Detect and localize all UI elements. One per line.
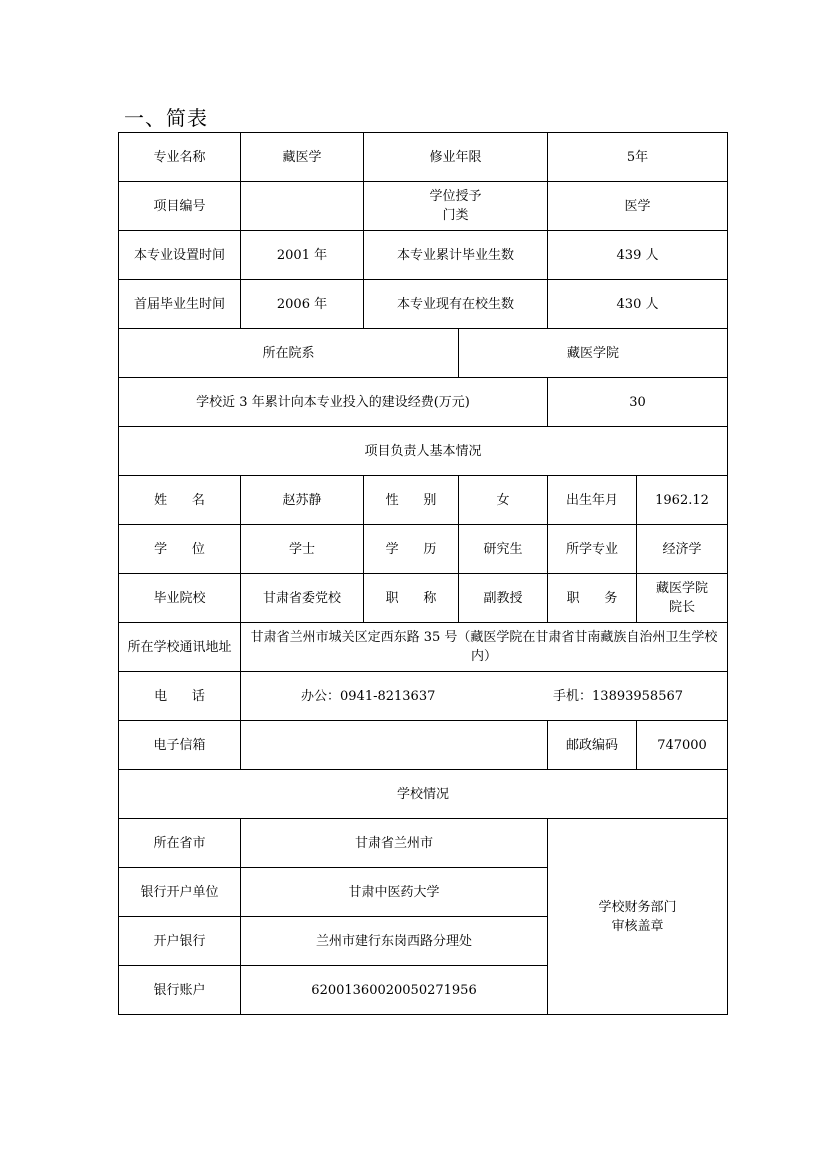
- funding-label: 学校近 3 年累计向本专业投入的建设经费(万元): [119, 378, 548, 427]
- office-phone: 办公：0941-8213637: [301, 688, 436, 704]
- summary-table: [118, 132, 728, 1015]
- project-no-label: 项目编号: [119, 182, 241, 231]
- major-name-label: 专业名称: [119, 133, 241, 182]
- address-label: 所在学校通讯地址: [119, 623, 241, 672]
- table-row: [119, 672, 728, 721]
- school-label: 毕业院校: [119, 574, 241, 623]
- table-row: [119, 133, 728, 182]
- bank-unit-label: 银行开户单位: [119, 868, 241, 917]
- duration-label: 修业年限: [364, 133, 548, 182]
- postcode-label: 邮政编码: [548, 721, 637, 770]
- total-grads-value: 439 人: [548, 231, 728, 280]
- degree-category-label: 学位授予 门类: [364, 182, 548, 231]
- table-row: [119, 378, 728, 427]
- name-label: 姓 名: [119, 476, 241, 525]
- department-label: 所在院系: [119, 329, 459, 378]
- leader-section-title: 项目负责人基本情况: [119, 427, 728, 476]
- major-name-value: 藏医学: [241, 133, 364, 182]
- school-section-title: 学校情况: [119, 770, 728, 819]
- project-no-value: [241, 182, 364, 231]
- section-heading: 一、简表: [124, 106, 208, 130]
- birth-value: 1962.12: [637, 476, 728, 525]
- phone-label: 电 话: [119, 672, 241, 721]
- province-value: 甘肃省兰州市: [241, 819, 548, 868]
- current-students-label: 本专业现有在校生数: [364, 280, 548, 329]
- title-value: 副教授: [459, 574, 548, 623]
- department-value: 藏医学院: [459, 329, 728, 378]
- setup-time-label: 本专业设置时间: [119, 231, 241, 280]
- table-row: [119, 182, 728, 231]
- title-label: 职 称: [364, 574, 459, 623]
- account-value: 62001360020050271956: [241, 966, 548, 1015]
- current-students-value: 430 人: [548, 280, 728, 329]
- first-grad-value: 2006 年: [241, 280, 364, 329]
- major-label: 所学专业: [548, 525, 637, 574]
- table-row: [119, 280, 728, 329]
- address-value: 甘肃省兰州市城关区定西东路 35 号（藏医学院在甘肃省甘南藏族自治州卫生学校内）: [241, 623, 728, 672]
- bank-value: 兰州市建行东岗西路分理处: [241, 917, 548, 966]
- table-row: [119, 476, 728, 525]
- setup-time-value: 2001 年: [241, 231, 364, 280]
- education-value: 研究生: [459, 525, 548, 574]
- duration-value: 5年: [548, 133, 728, 182]
- education-label: 学 历: [364, 525, 459, 574]
- total-grads-label: 本专业累计毕业生数: [364, 231, 548, 280]
- first-grad-label: 首届毕业生时间: [119, 280, 241, 329]
- position-label: 职 务: [548, 574, 637, 623]
- school-value: 甘肃省委党校: [241, 574, 364, 623]
- email-value: [241, 721, 548, 770]
- finance-stamp-cell: 学校财务部门 审核盖章: [548, 819, 728, 1015]
- major-value: 经济学: [637, 525, 728, 574]
- mobile-phone: 手机：13893958567: [553, 688, 684, 704]
- name-value: 赵苏静: [241, 476, 364, 525]
- table-row: [119, 819, 728, 868]
- table-row: [119, 525, 728, 574]
- bank-unit-value: 甘肃中医药大学: [241, 868, 548, 917]
- phone-cell: [241, 672, 728, 721]
- gender-label: 性 别: [364, 476, 459, 525]
- postcode-value: 747000: [637, 721, 728, 770]
- funding-value: 30: [548, 378, 728, 427]
- table-row: [119, 574, 728, 623]
- table-row: [119, 329, 728, 378]
- table-row: [119, 623, 728, 672]
- birth-label: 出生年月: [548, 476, 637, 525]
- degree-category-value: 医学: [548, 182, 728, 231]
- table-row: [119, 231, 728, 280]
- table-row: [119, 721, 728, 770]
- position-value: 藏医学院 院长: [637, 574, 728, 623]
- degree-label: 学 位: [119, 525, 241, 574]
- bank-label: 开户银行: [119, 917, 241, 966]
- province-label: 所在省市: [119, 819, 241, 868]
- account-label: 银行账户: [119, 966, 241, 1015]
- email-label: 电子信箱: [119, 721, 241, 770]
- table-row: [119, 427, 728, 476]
- gender-value: 女: [459, 476, 548, 525]
- table-row: [119, 770, 728, 819]
- degree-value: 学士: [241, 525, 364, 574]
